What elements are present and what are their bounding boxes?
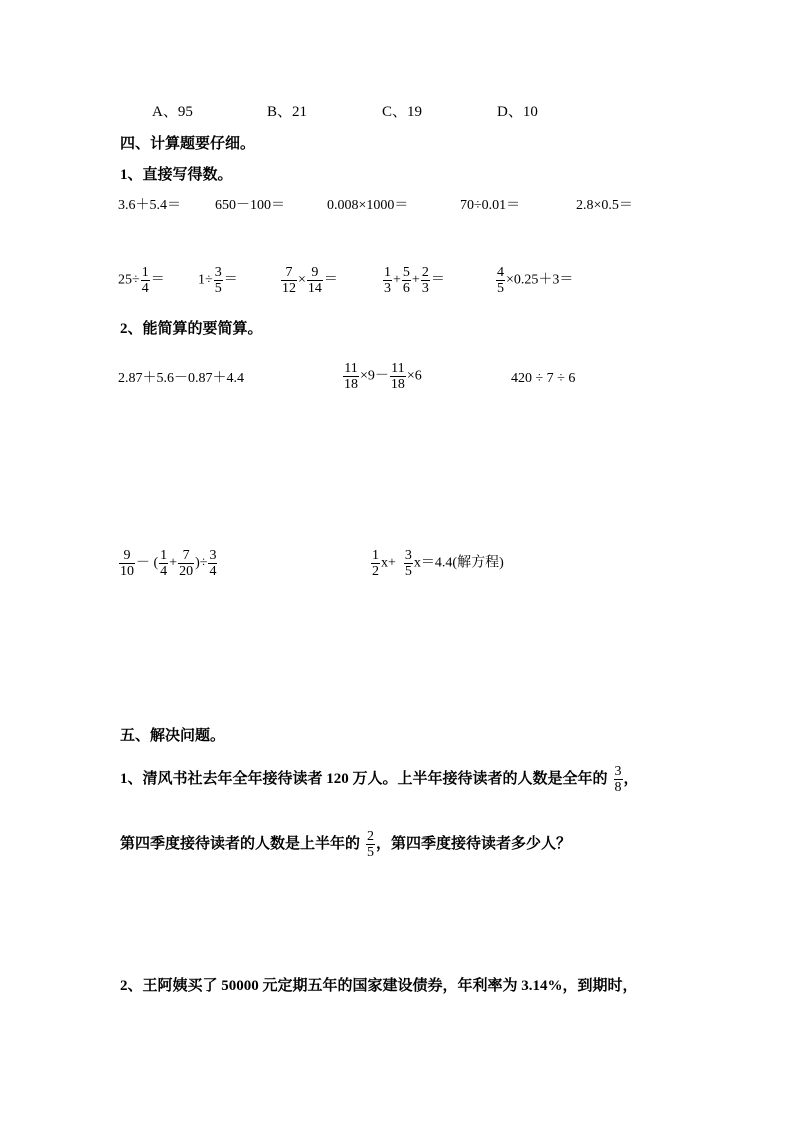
simplify-expr1: 2.87＋5.6－0.87＋4.4 [118, 371, 244, 386]
fraction: $\frac{11}{18}$ [390, 361, 405, 392]
fraction: $\frac{9}{14}$ [307, 265, 322, 296]
simplify-expr4: $\frac{9}{10}$ － ( $\frac{1}{4}$ + $\frac{7}{20}$ )÷ $\frac{3}{4}$ [120, 548, 217, 579]
fraction: $\frac{1}{4}$ [141, 265, 149, 296]
fraction: $\frac{1}{2}$ [372, 548, 379, 579]
calc-row2-item2: 1÷ $\frac{3}{5}$ ＝ [198, 265, 238, 296]
calc-row1-item2: 650－100＝ [215, 198, 285, 213]
choice-a: A、95 [152, 104, 193, 120]
question2-title: 2、能简算的要简算。 [120, 321, 263, 337]
fraction: $\frac{3}{8}$ [614, 764, 622, 795]
fraction: $\frac{7}{20}$ [179, 548, 194, 579]
fraction: $\frac{1}{3}$ [384, 265, 391, 296]
choice-c: C、19 [382, 104, 423, 120]
section5-title: 五、解决问题。 [120, 728, 226, 744]
calc-row2-item1: 25÷ $\frac{1}{4}$ ＝ [118, 265, 165, 296]
fraction: $\frac{5}{6}$ [402, 265, 410, 296]
fraction: $\frac{9}{10}$ [120, 548, 134, 579]
calc-row1-item5: 2.8×0.5＝ [576, 198, 633, 213]
equation-expr: $\frac{1}{2}$ x+ $\frac{3}{5}$ x＝4.4(解方程) [372, 548, 504, 579]
choice-d: D、10 [497, 104, 538, 120]
calc-row1-item1: 3.6＋5.4＝ [118, 198, 181, 213]
problem1-line1: 1、清风书社去年全年接待读者 120 万人。上半年接待读者的人数是全年的 $\frac{3}{8}$ ， [120, 764, 639, 795]
calc-row2-item5: $\frac{4}{5}$ ×0.25＋3＝ [497, 265, 574, 296]
fraction: $\frac{1}{4}$ [160, 548, 168, 579]
calc-row1-item4: 70÷0.01＝ [460, 198, 521, 213]
fraction: $\frac{3}{5}$ [214, 265, 222, 296]
question1-title: 1、直接写得数。 [120, 167, 233, 183]
fraction: $\frac{3}{4}$ [209, 548, 217, 579]
fraction: $\frac{7}{12}$ [282, 265, 296, 296]
problem1-line2: 第四季度接待读者的人数是上半年的 $\frac{2}{5}$ ，第四季度接待读者多少人？ [120, 829, 572, 860]
calc-row1-item3: 0.008×1000＝ [327, 198, 409, 213]
calc-row2-item4: $\frac{1}{3}$ + $\frac{5}{6}$ + $\frac{2}{3}$ ＝ [384, 265, 445, 296]
fraction: $\frac{2}{5}$ [367, 829, 375, 860]
choice-b: B、21 [267, 104, 308, 120]
calc-row2-item3: $\frac{7}{12}$ × $\frac{9}{14}$ ＝ [282, 265, 338, 296]
simplify-expr3: 420 ÷ 7 ÷ 6 [511, 371, 576, 386]
simplify-expr2: $\frac{11}{18}$ ×9－ $\frac{11}{18}$ ×6 [344, 361, 422, 392]
fraction: $\frac{3}{5}$ [404, 548, 412, 579]
fraction: $\frac{11}{18}$ [344, 361, 358, 392]
fraction: $\frac{2}{3}$ [421, 265, 429, 296]
section4-title: 四、计算题要仔细。 [120, 136, 256, 152]
fraction: $\frac{4}{5}$ [497, 265, 504, 296]
problem2-line1: 2、王阿姨买了 50000 元定期五年的国家建设债券，年利率为 3.14%，到期时， [120, 978, 638, 994]
